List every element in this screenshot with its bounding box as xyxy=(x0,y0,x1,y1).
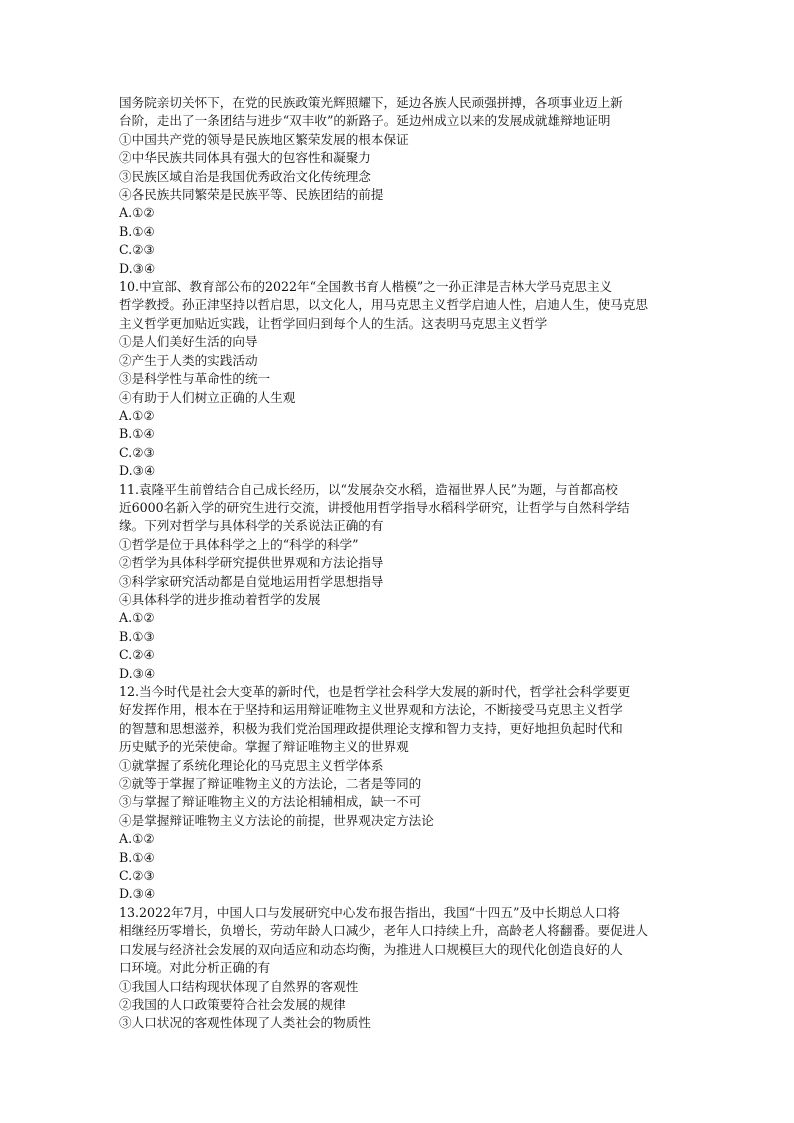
statement: ④是掌握辩证唯物主义方法论的前提，世界观决定方法论 xyxy=(119,812,434,828)
question-13 xyxy=(119,904,685,1033)
stem-line: 好发挥作用，根本在于坚持和运用辩证唯物主义世界观和方法论，不断接受马克思主义哲学 xyxy=(119,702,623,718)
answer-choice-c: C.②③ xyxy=(119,242,155,258)
statement: ④各民族共同繁荣是民族平等、民族团结的前提 xyxy=(119,187,384,203)
answer-choice-a: A.①② xyxy=(119,831,155,847)
statement: ③科学家研究活动都是自觉地运用哲学思想指导 xyxy=(119,573,384,589)
stem-line: 主义哲学更加贴近实践，让哲学回归到每个人的生活。这表明马克思主义哲学 xyxy=(119,315,548,331)
answer-choice-d: D.③④ xyxy=(119,463,156,479)
stem-line: 台阶，走出了一条团结与进步“双丰收”的新路子。延边州成立以来的发展成就雄辩地证明 xyxy=(119,113,611,129)
statement: ③民族区域自治是我国优秀政治文化传统理念 xyxy=(119,168,371,184)
statement: ②中华民族共同体具有强大的包容性和凝聚力 xyxy=(119,150,371,166)
stem-line: 13.2022年7月，中国人口与发展研究中心发布报告指出，我国“十四五”及中长期总人口将 xyxy=(119,904,621,920)
answer-choice-d: D.③④ xyxy=(119,665,156,681)
statement: ①我国人口结构现状体现了自然界的客观性 xyxy=(119,978,359,994)
question-stem xyxy=(119,481,685,536)
statement: ④具体科学的进步推动着哲学的发展 xyxy=(119,591,321,607)
stem-line: 口发展与经济社会发展的双向适应和动态均衡，为推进人口规模巨大的现代化创造良好的人 xyxy=(119,941,623,957)
answer-choice-b: B.①④ xyxy=(119,223,155,239)
question-9-continuation xyxy=(119,94,685,278)
question-12 xyxy=(119,683,685,904)
answer-choice-b: B.①④ xyxy=(119,849,155,865)
exam-page xyxy=(119,94,685,1033)
stem-line: 国务院亲切关怀下，在党的民族政策光辉照耀下，延边各族人民顽强拼搏，各项事业迈上新 xyxy=(119,95,623,110)
question-10 xyxy=(119,278,685,480)
stem-line: 哲学教授。孙正津坚持以哲启思，以文化人，用马克思主义哲学启迪人性，启迪人生，使马克思 xyxy=(119,297,648,313)
statement: ④有助于人们树立正确的人生观 xyxy=(119,389,296,405)
question-stem xyxy=(119,683,685,757)
stem-line: 12.当今时代是社会大变革的新时代，也是哲学社会科学大发展的新时代，哲学社会科学要更 xyxy=(119,684,631,699)
answer-choice-a: A.①② xyxy=(119,205,155,221)
answer-choice-c: C.②③ xyxy=(119,868,155,884)
stem-line: 相继经历零增长，负增长，劳动年龄人口减少，老年人口持续上升，高龄老人将翻番。要促进人 xyxy=(119,923,648,939)
statement: ②产生于人类的实践活动 xyxy=(119,352,258,368)
stem-line: 历史赋予的光荣使命。掌握了辩证唯物主义的世界观 xyxy=(119,739,409,755)
statement: ③是科学性与革命性的统一 xyxy=(119,371,271,387)
stem-line: 口环境。对此分析正确的有 xyxy=(119,960,271,976)
stem-line: 11.袁隆平生前曾结合自己成长经历，以“发展杂交水稻，造福世界人民”为题，与首都高校 xyxy=(119,481,618,497)
statement: ②哲学为具体科学研究提供世界观和方法论指导 xyxy=(119,555,384,571)
statement: ①是人们美好生活的向导 xyxy=(119,334,258,350)
answer-choice-b: B.①④ xyxy=(119,426,155,442)
stem-line: 缘。下列对哲学与具体科学的关系说法正确的有 xyxy=(119,518,384,534)
answer-choice-a: A.①② xyxy=(119,610,155,626)
statement: ①哲学是位于具体科学之上的“科学的科学” xyxy=(119,536,359,552)
statement: ②我国的人口政策要符合社会发展的规律 xyxy=(119,996,346,1012)
answer-choice-c: C.②④ xyxy=(119,647,155,663)
answer-choice-b: B.①③ xyxy=(119,628,155,644)
question-stem xyxy=(119,278,685,333)
answer-choice-a: A.①② xyxy=(119,407,155,423)
question-stem xyxy=(119,904,685,978)
statement: ③人口状况的客观性体现了人类社会的物质性 xyxy=(119,1015,371,1031)
answer-choice-d: D.③④ xyxy=(119,260,156,276)
stem-line: 的智慧和思想滋养，积极为我们党治国理政提供理论支撑和智力支持，更好地担负起时代和 xyxy=(119,720,623,736)
stem-line: 10.中宣部、教育部公布的2022年“全国教书育人楷模”之一孙正津是吉林大学马克思主义 xyxy=(119,279,613,295)
statement: ②就等于掌握了辩证唯物主义的方法论，二者是等同的 xyxy=(119,776,422,792)
statement: ③与掌握了辩证唯物主义的方法论相辅相成，缺一不可 xyxy=(119,794,422,810)
answer-choice-d: D.③④ xyxy=(119,886,156,902)
answer-choice-c: C.②③ xyxy=(119,444,155,460)
question-stem xyxy=(119,94,685,131)
stem-line: 近6000名新入学的研究生进行交流，讲授他用哲学指导水稻科学研究，让哲学与自然科学结 xyxy=(119,499,630,515)
question-11 xyxy=(119,481,685,683)
statement: ①中国共产党的领导是民族地区繁荣发展的根本保证 xyxy=(119,131,409,147)
statement: ①就掌握了系统化理论化的马克思主义哲学体系 xyxy=(119,757,384,773)
